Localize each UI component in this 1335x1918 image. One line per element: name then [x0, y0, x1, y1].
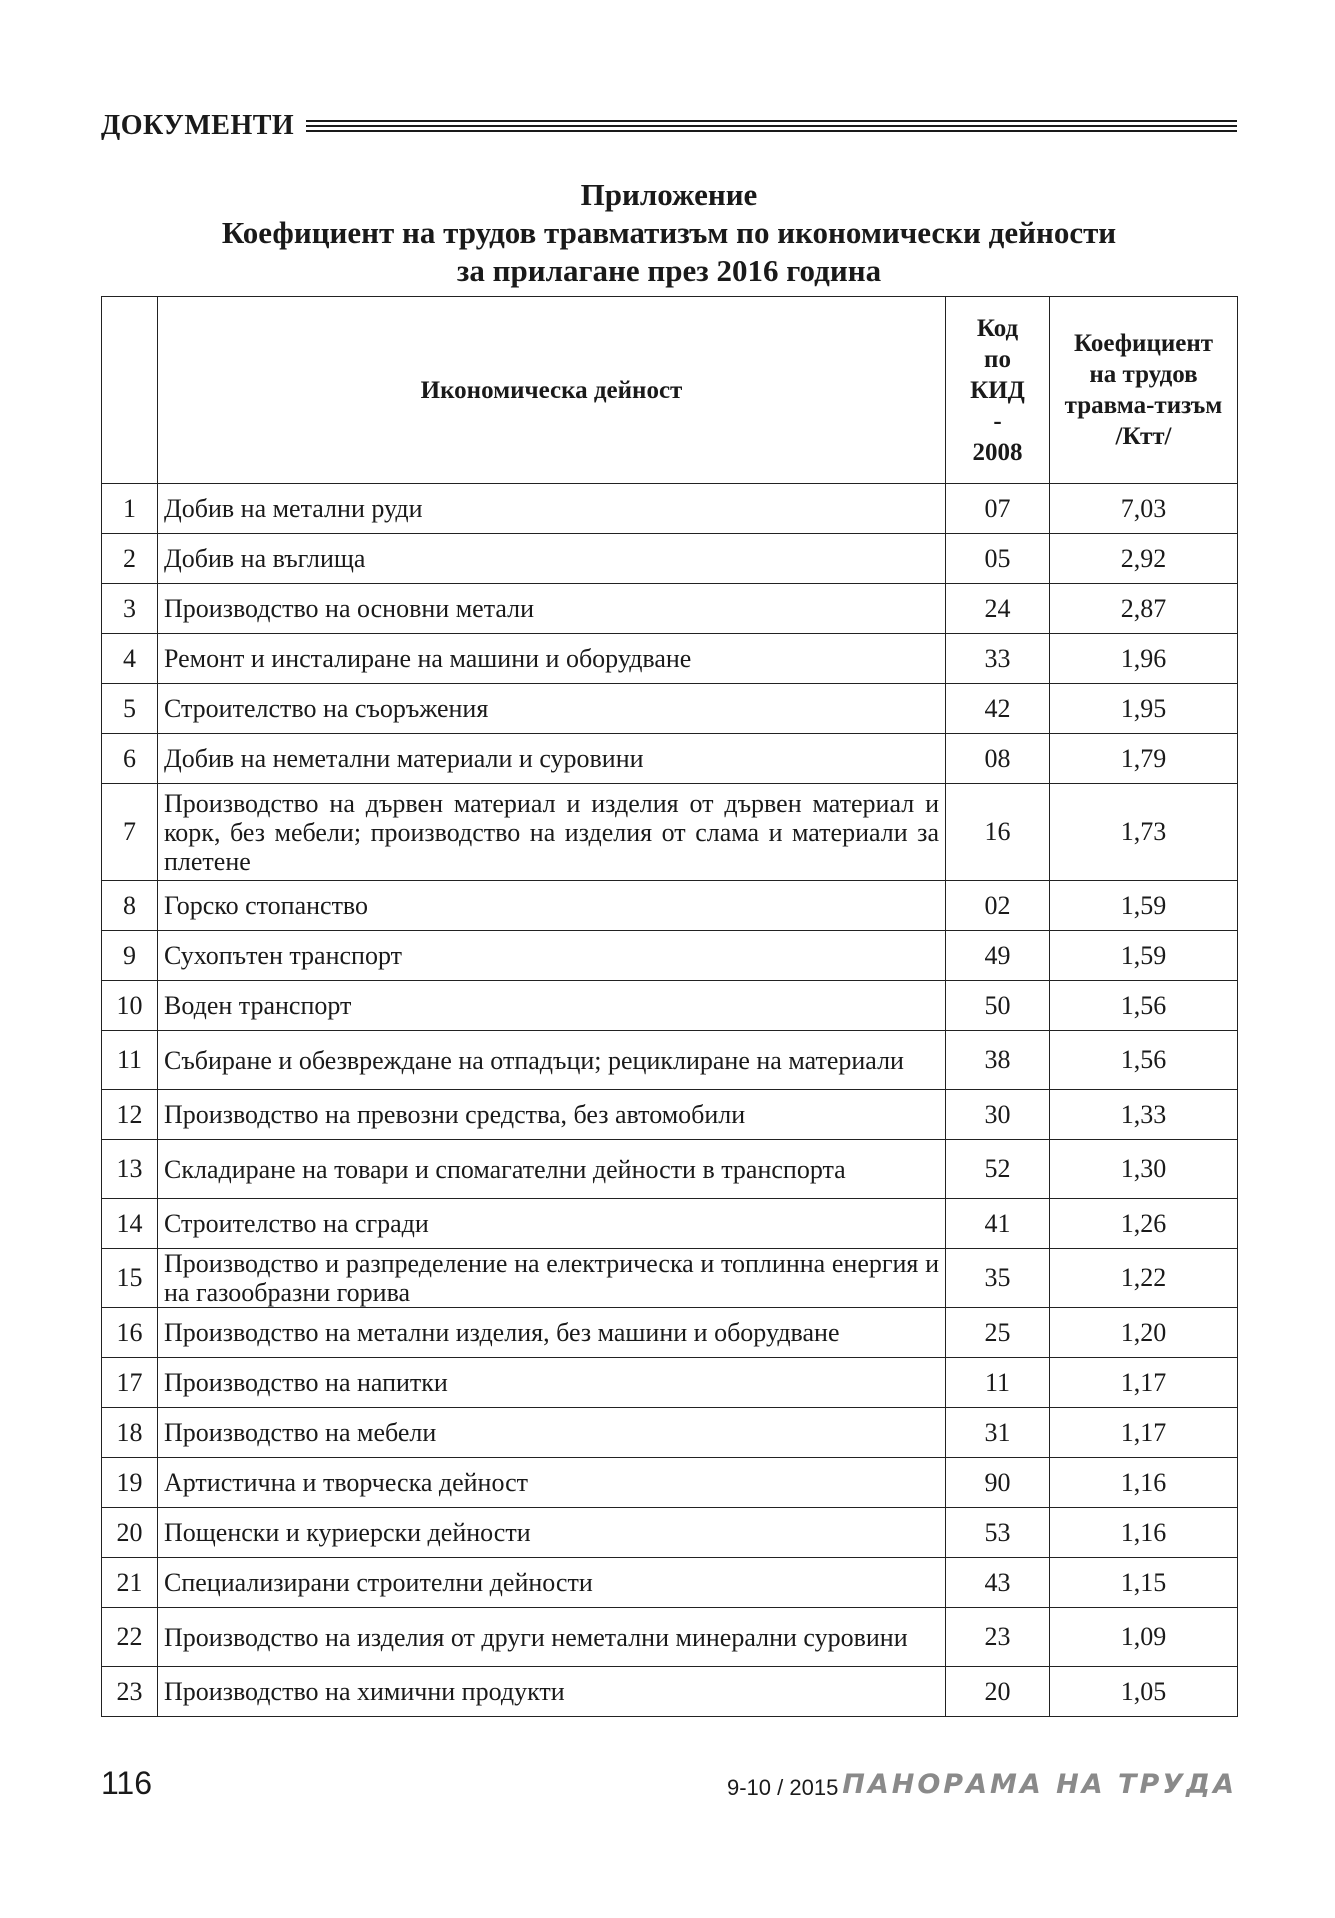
coefficient-cell: 1,15 [1050, 1558, 1238, 1608]
coefficient-cell: 1,09 [1050, 1608, 1238, 1667]
kid-code-cell: 31 [946, 1408, 1050, 1458]
kid-code-cell: 30 [946, 1090, 1050, 1140]
page-number: 116 [101, 1765, 153, 1801]
table-body [102, 484, 1238, 1717]
coefficient-cell: 1,17 [1050, 1358, 1238, 1408]
table-row [102, 1031, 1238, 1090]
kid-code-cell: 05 [946, 534, 1050, 584]
table-row [102, 1358, 1238, 1408]
table-row [102, 634, 1238, 684]
activity-cell: Производство на превозни средства, без автомобили [158, 1090, 946, 1140]
title-line-2: Коефициент на трудов травматизъм по икономически дейности [221, 215, 1117, 250]
table-row [102, 1308, 1238, 1358]
section-title: ДОКУМЕНТИ [101, 110, 295, 141]
table-row [102, 1667, 1238, 1717]
coefficient-cell: 1,56 [1050, 1031, 1238, 1090]
table-row [102, 1508, 1238, 1558]
row-number: 4 [102, 634, 158, 684]
activity-cell: Добив на метални руди [158, 484, 946, 534]
title-line-1: Приложение [580, 177, 758, 212]
row-number: 21 [102, 1558, 158, 1608]
row-number: 19 [102, 1458, 158, 1508]
row-number: 22 [102, 1608, 158, 1667]
row-number: 15 [102, 1249, 158, 1308]
kid-code-cell: 25 [946, 1308, 1050, 1358]
row-number: 9 [102, 931, 158, 981]
row-number: 12 [102, 1090, 158, 1140]
row-number: 8 [102, 881, 158, 931]
activity-cell: Производство на основни метали [158, 584, 946, 634]
coefficient-cell: 1,96 [1050, 634, 1238, 684]
table-row [102, 1199, 1238, 1249]
kid-code-cell: 35 [946, 1249, 1050, 1308]
coefficient-cell: 2,87 [1050, 584, 1238, 634]
table-row [102, 931, 1238, 981]
activity-cell: Производство и разпределение на електрическа и топлинна енергия и на газообразни горива [158, 1249, 946, 1308]
coefficient-cell: 1,59 [1050, 881, 1238, 931]
coefficient-cell: 1,33 [1050, 1090, 1238, 1140]
table-row [102, 1090, 1238, 1140]
coefficient-cell: 1,16 [1050, 1458, 1238, 1508]
coefficient-cell: 1,22 [1050, 1249, 1238, 1308]
row-number: 20 [102, 1508, 158, 1558]
table-row [102, 881, 1238, 931]
table-row [102, 1458, 1238, 1508]
kid-code-cell: 07 [946, 484, 1050, 534]
coefficient-cell: 2,92 [1050, 534, 1238, 584]
row-number: 1 [102, 484, 158, 534]
activity-cell: Специализирани строителни дейности [158, 1558, 946, 1608]
header-kid [946, 297, 1050, 484]
kid-code-cell: 08 [946, 734, 1050, 784]
section-header [101, 108, 1237, 144]
kid-code-cell: 24 [946, 584, 1050, 634]
coefficient-cell: 1,79 [1050, 734, 1238, 784]
header-coef [1050, 297, 1238, 484]
header-num [102, 297, 158, 484]
kid-code-cell: 33 [946, 634, 1050, 684]
row-number: 17 [102, 1358, 158, 1408]
row-number: 14 [102, 1199, 158, 1249]
table-row [102, 1249, 1238, 1308]
activity-cell: Пощенски и куриерски дейности [158, 1508, 946, 1558]
kid-code-cell: 43 [946, 1558, 1050, 1608]
coefficient-cell: 1,17 [1050, 1408, 1238, 1458]
coefficient-cell: 1,95 [1050, 684, 1238, 734]
activity-cell: Производство на дървен материал и изделия от дървен материал и корк, без мебели; производство на изделия от слама и материали за плетене [158, 784, 946, 881]
activity-cell: Ремонт и инсталиране на машини и оборудване [158, 634, 946, 684]
table-row [102, 534, 1238, 584]
coefficient-cell: 1,20 [1050, 1308, 1238, 1358]
row-number: 2 [102, 534, 158, 584]
table-row [102, 484, 1238, 534]
kid-code-cell: 02 [946, 881, 1050, 931]
kid-code-cell: 49 [946, 931, 1050, 981]
row-number: 18 [102, 1408, 158, 1458]
activity-cell: Производство на метални изделия, без машини и оборудване [158, 1308, 946, 1358]
coefficient-cell: 1,56 [1050, 981, 1238, 1031]
kid-code-cell: 11 [946, 1358, 1050, 1408]
row-number: 5 [102, 684, 158, 734]
activity-cell: Производство на мебели [158, 1408, 946, 1458]
row-number: 3 [102, 584, 158, 634]
table-row [102, 584, 1238, 634]
table-row [102, 784, 1238, 881]
activity-cell: Складиране на товари и спомагателни дейности в транспорта [158, 1140, 946, 1199]
activity-cell: Производство на изделия от други неметални минерални суровини [158, 1608, 946, 1667]
activity-cell: Воден транспорт [158, 981, 946, 1031]
activity-cell: Добив на въглища [158, 534, 946, 584]
row-number: 13 [102, 1140, 158, 1199]
kid-code-cell: 50 [946, 981, 1050, 1031]
coefficient-cell: 7,03 [1050, 484, 1238, 534]
header-coef-text: Коефициент на трудов травма-тизъм /Ктт/ [1064, 330, 1223, 450]
activity-cell: Строителство на сгради [158, 1199, 946, 1249]
table-row [102, 1140, 1238, 1199]
activity-cell: Артистична и творческа дейност [158, 1458, 946, 1508]
kid-code-cell: 16 [946, 784, 1050, 881]
table-row [102, 1408, 1238, 1458]
header-activity: Икономическа дейност [158, 297, 946, 484]
coefficient-cell: 1,30 [1050, 1140, 1238, 1199]
table-row [102, 1608, 1238, 1667]
kid-code-cell: 20 [946, 1667, 1050, 1717]
table-header-row [102, 297, 1238, 484]
kid-code-cell: 38 [946, 1031, 1050, 1090]
kid-code-cell: 52 [946, 1140, 1050, 1199]
coefficient-cell: 1,05 [1050, 1667, 1238, 1717]
page-footer [101, 1765, 1237, 1805]
magazine-logo: ПАНОРАМА НА ТРУДА [842, 1769, 1237, 1800]
kid-code-cell: 53 [946, 1508, 1050, 1558]
row-number: 11 [102, 1031, 158, 1090]
coefficient-table [101, 296, 1238, 1717]
kid-code-cell: 42 [946, 684, 1050, 734]
title-line-3: за прилагане през 2016 година [456, 253, 882, 288]
activity-cell: Сухопътен транспорт [158, 931, 946, 981]
coefficient-cell: 1,73 [1050, 784, 1238, 881]
section-rule-lines [306, 118, 1237, 134]
table-row [102, 734, 1238, 784]
kid-code-cell: 90 [946, 1458, 1050, 1508]
row-number: 6 [102, 734, 158, 784]
document-title [101, 176, 1237, 290]
kid-code-cell: 41 [946, 1199, 1050, 1249]
coefficient-cell: 1,59 [1050, 931, 1238, 981]
row-number: 10 [102, 981, 158, 1031]
header-kid-text: Код по КИД - 2008 [970, 314, 1025, 466]
activity-cell: Строителство на съоръжения [158, 684, 946, 734]
row-number: 16 [102, 1308, 158, 1358]
table-row [102, 981, 1238, 1031]
kid-code-cell: 23 [946, 1608, 1050, 1667]
coefficient-cell: 1,16 [1050, 1508, 1238, 1558]
row-number: 7 [102, 784, 158, 881]
coefficient-cell: 1,26 [1050, 1199, 1238, 1249]
activity-cell: Производство на химични продукти [158, 1667, 946, 1717]
table-row [102, 1558, 1238, 1608]
activity-cell: Производство на напитки [158, 1358, 946, 1408]
activity-cell: Добив на неметални материали и суровини [158, 734, 946, 784]
issue-number: 9-10 / 2015 [727, 1775, 839, 1800]
table-row [102, 684, 1238, 734]
row-number: 23 [102, 1667, 158, 1717]
activity-cell: Горско стопанство [158, 881, 946, 931]
activity-cell: Събиране и обезвреждане на отпадъци; рециклиране на материали [158, 1031, 946, 1090]
